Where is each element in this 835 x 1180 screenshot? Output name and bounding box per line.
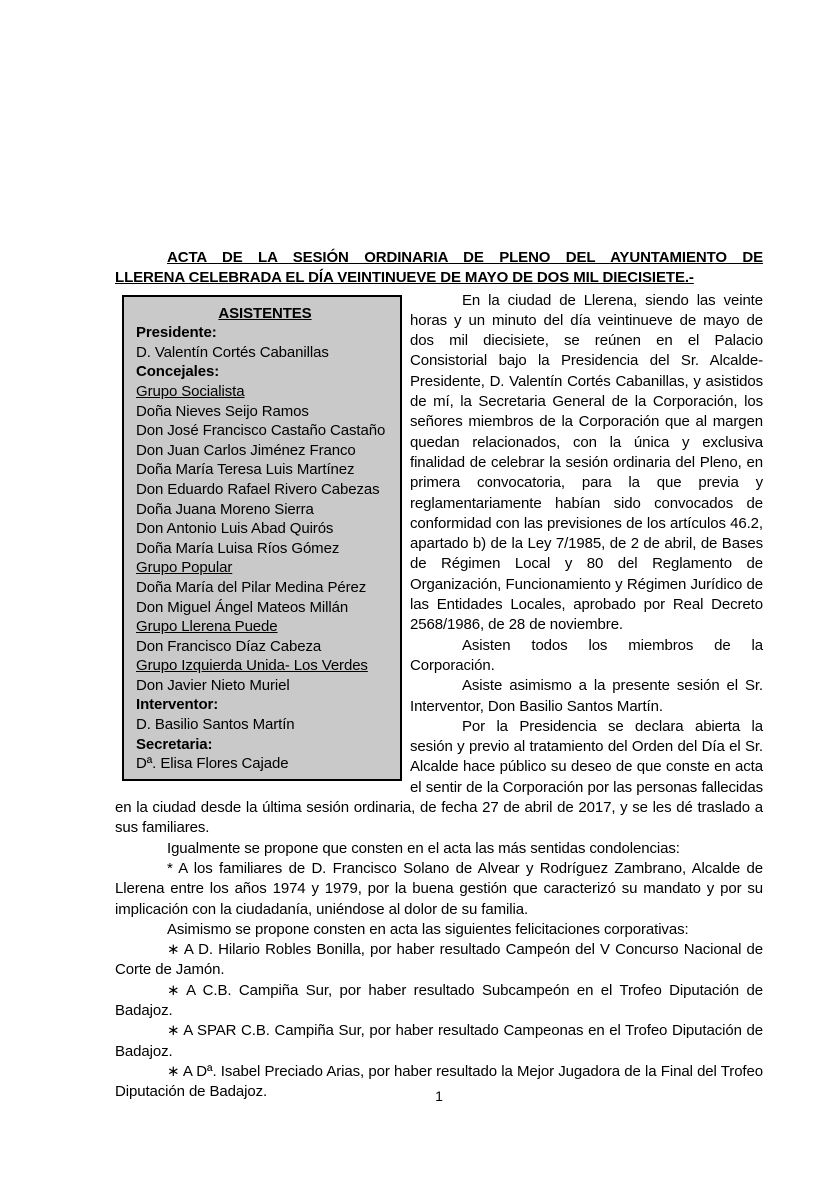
attendee-entry: Don Javier Nieto Muriel bbox=[136, 676, 290, 694]
attendee-entry: Presidente: bbox=[136, 324, 217, 342]
attendee-entry: Doña Nieves Seijo Ramos bbox=[136, 402, 309, 420]
attendees-heading: ASISTENTES bbox=[218, 304, 312, 322]
body-paragraph: Asiste asimismo a la presente sesión el Sr. Interventor, Don Basilio Santos Martín. bbox=[410, 677, 763, 715]
attendee-entry: Don Eduardo Rafael Rivero Cabezas bbox=[136, 480, 380, 498]
attendee-entry: Don José Francisco Castaño Castaño bbox=[136, 422, 386, 440]
attendee-entry: D. Valentín Cortés Cabanillas bbox=[136, 343, 329, 361]
attendee-entry: Grupo Llerena Puede bbox=[136, 618, 278, 636]
attendees-list bbox=[136, 323, 394, 774]
page-number: 1 bbox=[435, 1088, 443, 1104]
attendee-entry: Doña María Teresa Luis Martínez bbox=[136, 461, 355, 479]
attendee-entry: Doña María Luisa Ríos Gómez bbox=[136, 539, 340, 557]
attendee-entry: Secretaria: bbox=[136, 735, 213, 753]
document-body bbox=[115, 291, 763, 1103]
body-paragraph: Por la Presidencia se declara abierta la sesión y previo al tratamiento del Orden del Día el Sr. Alcalde hace público su deseo de que conste en acta el sentir de la Corporación por las personas fallecidas en la ciudad desde la última sesión ordinaria, de fecha 27 de abril de 2017, y se les dé traslado a sus familiares. bbox=[115, 717, 763, 837]
document-title bbox=[115, 248, 763, 289]
page-content bbox=[115, 248, 763, 1102]
attendee-entry: D. Basilio Santos Martín bbox=[136, 716, 295, 734]
attendees-box bbox=[122, 295, 402, 781]
attendee-entry: Don Antonio Luis Abad Quirós bbox=[136, 520, 334, 538]
body-paragraph: En la ciudad de Llerena, siendo las veinte horas y un minuto del día veintinueve de mayo de dos mil diecisiete, se reúnen en el Palacio Consistorial bajo la Presidencia del Sr. Alcalde-Presidente, D. Valentín Cortés Cabanillas, y asistidos de mí, la Secretaria General de la Corporación, los señores miembros de la Corporación que al margen quedan relacionados, con la única y exclusiva finalidad de celebrar la sesión ordinaria del Pleno, en primera convocatoria, para la que previa y reglamentariamente habían sido convocados de conformidad con las previsiones de los artículos 46.2, apartado b) de la Ley 7/1985, de 2 de abril, de Bases de Régimen Local y 80 del Reglamento de Organización, Funcionamiento y Régimen Jurídico de las Entidades Locales, aprobado por Real Decreto 2568/1986, de 28 de noviembre. bbox=[410, 291, 763, 634]
body-paragraph: ∗ A D. Hilario Robles Bonilla, por haber resultado Campeón del V Concurso Nacional de Corte de Jamón. bbox=[115, 941, 763, 979]
body-paragraph: * A los familiares de D. Francisco Solano de Alvear y Rodríguez Zambrano, Alcalde de Llerena entre los años 1974 y 1979, por la buena gestión que caracterizó su mandato y por su implicación con la ciudadanía, uniéndose al dolor de su familia. bbox=[115, 859, 763, 918]
body-paragraph: ∗ A Dª. Isabel Preciado Arias, por haber resultado la Mejor Jugadora de la Final del Trofeo Diputación de Badajoz. bbox=[115, 1062, 763, 1101]
attendee-entry: Doña María del Pilar Medina Pérez bbox=[136, 578, 367, 596]
attendee-entry: Don Juan Carlos Jiménez Franco bbox=[136, 441, 356, 459]
body-paragraph: ∗ A SPAR C.B. Campiña Sur, por haber resultado Campeonas en el Trofeo Diputación de Badajoz. bbox=[115, 1022, 763, 1060]
attendee-entry: Don Francisco Díaz Cabeza bbox=[136, 637, 322, 655]
body-paragraph: Asisten todos los miembros de la Corporación. bbox=[410, 636, 763, 674]
attendee-entry: Don Miguel Ángel Mateos Millán bbox=[136, 598, 349, 616]
attendee-entry: Grupo Socialista bbox=[136, 382, 245, 400]
attendee-entry: Doña Juana Moreno Sierra bbox=[136, 500, 314, 518]
attendee-entry: Grupo Popular bbox=[136, 559, 233, 577]
title-line-1: ACTA DE LA SESIÓN ORDINARIA DE PLENO DEL AYUNTAMIENTO DE bbox=[167, 249, 763, 266]
attendee-entry: Dª. Elisa Flores Cajade bbox=[136, 755, 289, 773]
body-paragraph: Igualmente se propone que consten en el acta las más sentidas condolencias: bbox=[167, 839, 680, 857]
attendee-entry: Interventor: bbox=[136, 696, 219, 714]
attendee-entry: Concejales: bbox=[136, 363, 220, 381]
attendee-entry: Grupo Izquierda Unida- Los Verdes bbox=[136, 657, 368, 675]
body-paragraph: ∗ A C.B. Campiña Sur, por haber resultado Subcampeón en el Trofeo Diputación de Badajoz. bbox=[115, 981, 763, 1019]
title-line-2: LLERENA CELEBRADA EL DÍA VEINTINUEVE DE MAYO DE DOS MIL DIECISIETE.- bbox=[115, 269, 694, 287]
body-paragraph: Asimismo se propone consten en acta las siguientes felicitaciones corporativas: bbox=[167, 920, 689, 938]
